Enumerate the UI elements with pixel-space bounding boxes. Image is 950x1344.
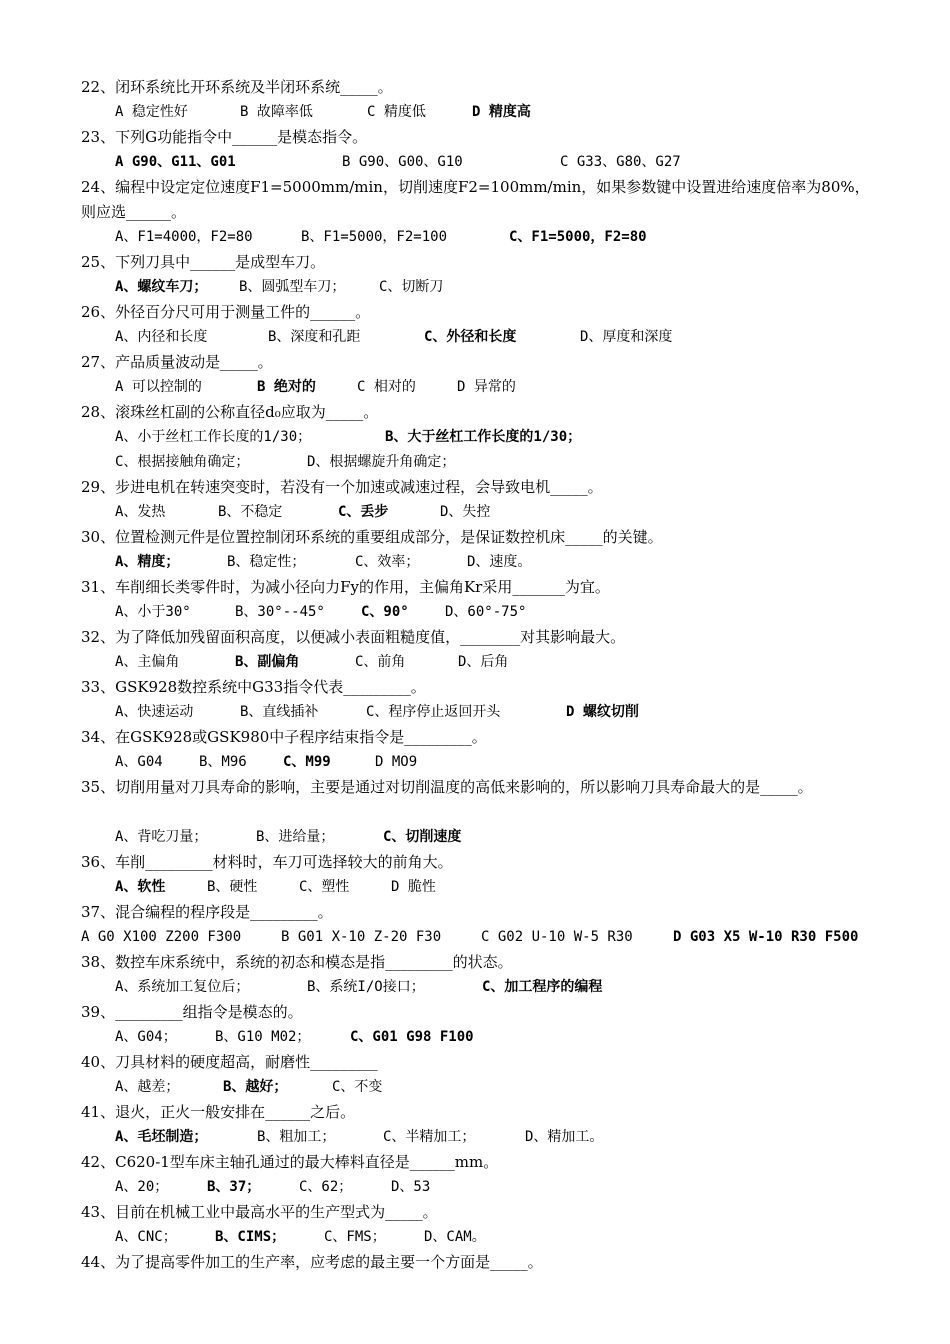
correct-answer-option: C、G01 G98 F100: [350, 1029, 474, 1045]
answer-option: B、进给量；: [256, 829, 335, 845]
answer-option: D、53: [391, 1179, 431, 1195]
answer-option: B、30°--45°: [235, 604, 325, 620]
answer-options: [115, 550, 531, 575]
question-text: 30、位置检测元件是位置控制闭环系统的重要组成部分，是保证数控机床_____的关键。: [81, 528, 663, 546]
answer-option: C、切断刀: [379, 279, 444, 295]
correct-answer-option: B、37；: [207, 1179, 261, 1195]
correct-answer-option: C、M99: [283, 754, 331, 770]
question-text: 28、滚珠丝杠副的公称直径d₀应取为_____。: [81, 403, 379, 421]
question-text: 34、在GSK928或GSK980中子程序结束指令是_________。: [81, 728, 487, 746]
answer-options: [115, 750, 417, 775]
answer-option: C 精度低: [367, 104, 426, 120]
answer-options: [81, 925, 858, 950]
question-text: 43、目前在机械工业中最高水平的生产型式为_____。: [81, 1203, 438, 1221]
correct-answer-option: A、软性: [115, 879, 166, 895]
answer-option: C、效率；: [355, 554, 420, 570]
answer-option: D、厚度和深度: [580, 329, 673, 345]
answer-option: C 相对的: [357, 379, 416, 395]
answer-options: [115, 975, 602, 1000]
answer-option: A、越差；: [115, 1079, 180, 1095]
answer-option: C G33、G80、G27: [560, 154, 681, 170]
correct-answer-option: B、越好；: [223, 1079, 288, 1095]
question-text: 22、闭环系统比开环系统及半闭环系统_____。: [81, 78, 393, 96]
answer-options: [115, 700, 639, 725]
answer-option: A 可以控制的: [115, 379, 202, 395]
answer-option: A、F1=4000，F2=80: [115, 229, 253, 245]
question-text: 37、混合编程的程序段是_________。: [81, 903, 333, 921]
answer-option: B G01 X-10 Z-20 F30: [281, 929, 442, 945]
answer-options: [115, 600, 526, 625]
correct-answer-option: C、外径和长度: [424, 329, 517, 345]
question-text: 24、编程中设定定位速度F1=5000mm/min，切削速度F2=100mm/min，如果参数键中设置进给速度倍率为80%，则应选______。: [81, 178, 870, 221]
answer-option: B、直线插补: [240, 704, 319, 720]
answer-option: B、圆弧型车刀；: [239, 279, 346, 295]
answer-option: B、不稳定: [218, 504, 283, 520]
answer-options: [115, 1225, 486, 1250]
correct-answer-option: A、精度；: [115, 554, 180, 570]
answer-option: A、G04: [115, 754, 163, 770]
answer-options: [115, 650, 508, 675]
correct-answer-option: A G90、G11、G01: [115, 154, 236, 170]
answer-options: [115, 500, 490, 525]
question-text: 25、下列刀具中______是成型车刀。: [81, 253, 326, 271]
answer-option: B、F1=5000，F2=100: [301, 229, 448, 245]
question-text: 27、产品质量波动是_____。: [81, 353, 273, 371]
answer-option: C、62；: [299, 1179, 353, 1195]
answer-option: B、G10 M02；: [215, 1029, 311, 1045]
answer-option: D、速度。: [467, 554, 532, 570]
answer-option: B、M96: [199, 754, 247, 770]
answer-option: A、主偏角: [115, 654, 180, 670]
question-text: 41、退火，正火一般安排在______之后。: [81, 1103, 356, 1121]
answer-option: B、系统I/O接口；: [307, 979, 425, 995]
correct-answer-option: D 精度高: [472, 104, 531, 120]
answer-options: [115, 1025, 474, 1050]
question-text: 39、_________组指令是模态的。: [81, 1003, 303, 1021]
question-text: 38、数控车床系统中，系统的初态和模态是指_________的状态。: [81, 953, 513, 971]
answer-option: A、系统加工复位后；: [115, 979, 250, 995]
question-text: 36、车削_________材料时，车刀可选择较大的前角大。: [81, 853, 453, 871]
answer-option: D、CAM。: [424, 1229, 486, 1245]
answer-option: A、CNC；: [115, 1229, 177, 1245]
answer-option: A、内径和长度: [115, 329, 208, 345]
answer-options: [115, 150, 681, 175]
answer-options: [115, 1075, 382, 1100]
answer-option: B G90、G00、G10: [342, 154, 463, 170]
answer-option: D MO9: [375, 754, 418, 770]
correct-answer-option: C、F1=5000，F2=80: [509, 229, 647, 245]
answer-options: [115, 100, 531, 125]
question-text: 29、步进电机在转速突变时，若没有一个加速或减速过程，会导致电机_____。: [81, 478, 603, 496]
answer-options: [115, 450, 455, 475]
question-text: 23、下列G功能指令中______是模态指令。: [81, 128, 368, 146]
answer-option: A、小于30°: [115, 604, 191, 620]
answer-option: A 稳定性好: [115, 104, 188, 120]
correct-answer-option: B、副偏角: [235, 654, 300, 670]
answer-option: A G0 X100 Z200 F300: [81, 929, 242, 945]
correct-answer-option: C、90°: [361, 604, 409, 620]
answer-option: C、不变: [332, 1079, 383, 1095]
answer-options: [115, 825, 461, 850]
answer-options: [115, 1175, 430, 1200]
question-text: 42、C620-1型车床主轴孔通过的最大棒料直径是______mm。: [81, 1153, 499, 1171]
correct-answer-option: A、毛坯制造；: [115, 1129, 208, 1145]
answer-options: [115, 275, 443, 300]
answer-option: D、精加工。: [525, 1129, 604, 1145]
correct-answer-option: C、丢步: [338, 504, 389, 520]
answer-option: C、塑性: [299, 879, 350, 895]
answer-option: D、失控: [440, 504, 491, 520]
answer-options: [115, 875, 436, 900]
question-text: 32、为了降低加残留面积高度，以便减小表面粗糙度值，________对其影响最大。: [81, 628, 626, 646]
answer-option: A、20；: [115, 1179, 169, 1195]
answer-option: C G02 U-10 W-5 R30: [481, 929, 633, 945]
question-text: 26、外径百分尺可用于测量工件的______。: [81, 303, 371, 321]
answer-option: C、前角: [355, 654, 406, 670]
answer-option: C、程序停止返回开头: [366, 704, 501, 720]
answer-option: D 脆性: [391, 879, 436, 895]
answer-option: B、粗加工；: [257, 1129, 336, 1145]
answer-option: A、快速运动: [115, 704, 194, 720]
answer-option: A、小于丝杠工作长度的1/30；: [115, 429, 312, 445]
correct-answer-option: B 绝对的: [257, 379, 316, 395]
correct-answer-option: C、加工程序的编程: [482, 979, 603, 995]
answer-option: B 故障率低: [240, 104, 313, 120]
correct-answer-option: C、切削速度: [383, 829, 462, 845]
answer-option: B、稳定性；: [227, 554, 306, 570]
answer-option: D、60°-75°: [445, 604, 527, 620]
answer-option: C、半精加工；: [383, 1129, 476, 1145]
answer-options: [115, 425, 581, 450]
correct-answer-option: A、螺纹车刀；: [115, 279, 208, 295]
correct-answer-option: B、大于丝杠工作长度的1/30；: [385, 429, 582, 445]
answer-option: D、根据螺旋升角确定；: [307, 454, 456, 470]
correct-answer-option: B、CIMS；: [215, 1229, 286, 1245]
question-text: 40、刀具材料的硬度超高，耐磨性_________: [81, 1053, 378, 1071]
question-text: 31、车削细长类零件时，为减小径向力Fy的作用，主偏角Kr采用_______为宜。: [81, 578, 610, 596]
answer-options: [115, 1125, 603, 1150]
answer-option: A、背吃刀量；: [115, 829, 208, 845]
answer-option: C、根据接触角确定；: [115, 454, 250, 470]
question-text: 35、切削用量对刀具寿命的影响，主要是通过对切削温度的高低来影响的，所以影响刀具寿命最大的是_____。: [81, 778, 813, 796]
answer-option: B、深度和孔距: [268, 329, 361, 345]
answer-options: [115, 375, 516, 400]
question-text: 33、GSK928数控系统中G33指令代表_________。: [81, 678, 426, 696]
answer-option: C、FMS；: [324, 1229, 386, 1245]
answer-options: [115, 225, 647, 250]
answer-option: D 异常的: [457, 379, 516, 395]
correct-answer-option: D G03 X5 W-10 R30 F500: [673, 929, 859, 945]
answer-option: A、发热: [115, 504, 166, 520]
question-text: 44、为了提高零件加工的生产率，应考虑的最主要一个方面是_____。: [81, 1253, 543, 1271]
answer-options: [115, 325, 672, 350]
answer-option: B、硬性: [207, 879, 258, 895]
answer-option: D、后角: [458, 654, 509, 670]
answer-option: A、G04；: [115, 1029, 177, 1045]
correct-answer-option: D 螺纹切削: [566, 704, 639, 720]
